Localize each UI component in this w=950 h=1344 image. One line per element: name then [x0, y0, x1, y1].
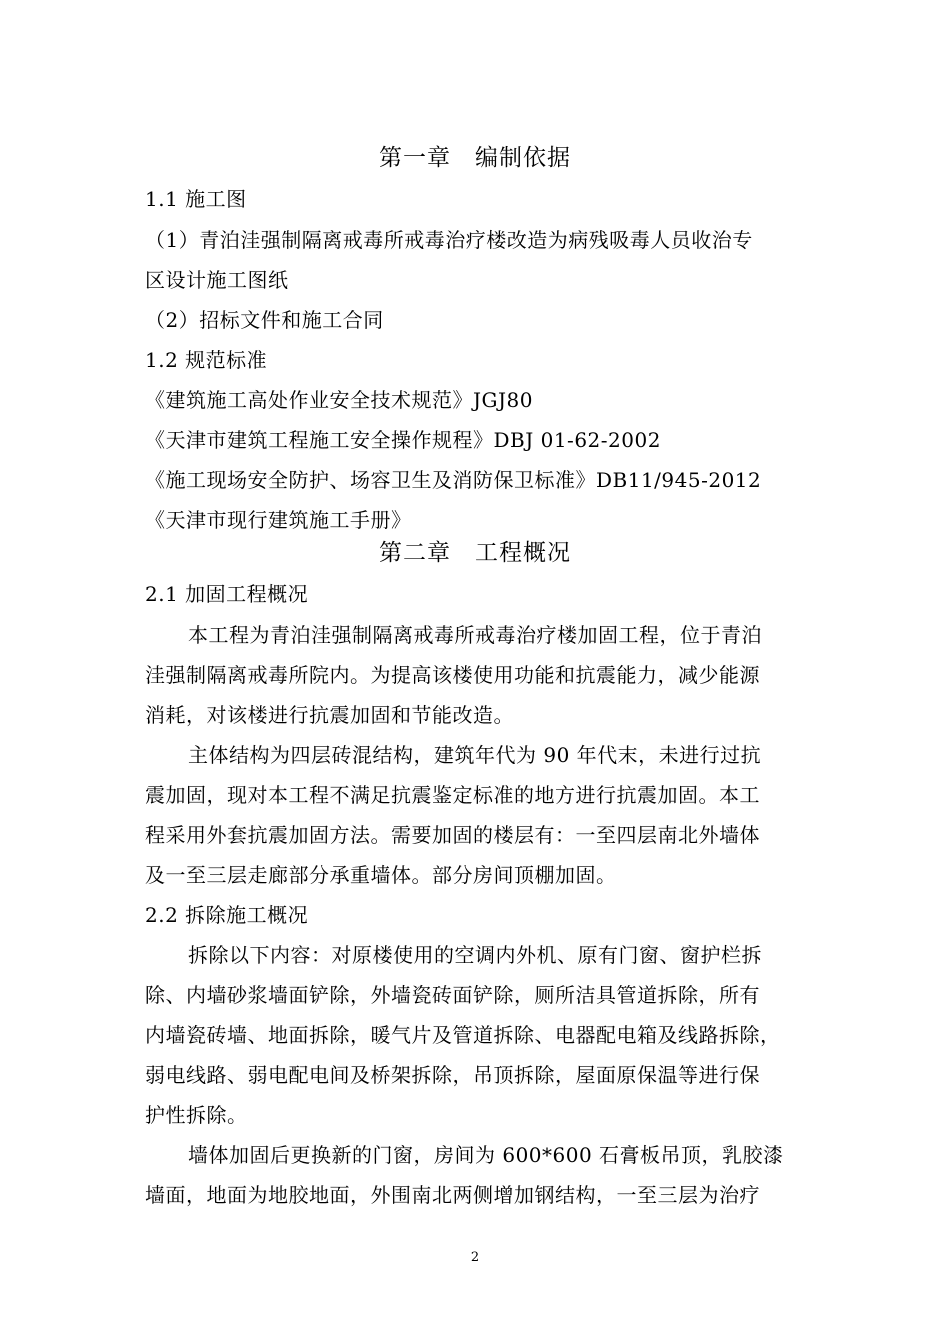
paragraph-line: 本工程为青泊洼强制隔离戒毒所戒毒治疗楼加固工程，位于青泊: [188, 623, 762, 647]
paragraph-line: 除、内墙砂浆墙面铲除，外墙瓷砖面铲除，厕所洁具管道拆除，所有: [145, 983, 760, 1007]
chapter-2-title: 第二章 工程概况: [379, 540, 571, 566]
paragraph-line: 震加固，现对本工程不满足抗震鉴定标准的地方进行抗震加固。本工: [145, 783, 760, 807]
list-item: （2）招标文件和施工合同: [145, 308, 384, 332]
standard-item: 《天津市现行建筑施工手册》: [145, 508, 412, 532]
paragraph-line: 洼强制隔离戒毒所院内。为提高该楼使用功能和抗震能力，减少能源: [145, 663, 760, 687]
paragraph-line: 墙体加固后更换新的门窗，房间为 600*600 石膏板吊顶，乳胶漆: [188, 1143, 784, 1167]
paragraph-line: 内墙瓷砖墙、地面拆除，暖气片及管道拆除、电器配电箱及线路拆除，: [145, 1023, 781, 1047]
standard-item: 《建筑施工高处作业安全技术规范》JGJ80: [145, 388, 533, 412]
section-1-2-heading: 1.2 规范标准: [145, 348, 268, 372]
page-number: 2: [470, 1250, 480, 1265]
section-2-2-heading: 2.2 拆除施工概况: [145, 903, 309, 927]
standard-item: 《天津市建筑工程施工安全操作规程》DBJ 01-62-2002: [145, 428, 661, 452]
section-2-1-heading: 2.1 加固工程概况: [145, 582, 309, 606]
list-item: （1）青泊洼强制隔离戒毒所戒毒治疗楼改造为病残吸毒人员收治专: [145, 228, 753, 252]
paragraph-line: 弱电线路、弱电配电间及桥架拆除，吊顶拆除，屋面原保温等进行保: [145, 1063, 760, 1087]
section-1-1-heading: 1.1 施工图: [145, 187, 247, 211]
paragraph-line: 及一至三层走廊部分承重墙体。部分房间顶棚加固。: [145, 863, 617, 887]
list-item: 区设计施工图纸: [145, 268, 289, 292]
paragraph-line: 主体结构为四层砖混结构，建筑年代为 90 年代末，未进行过抗: [188, 743, 762, 767]
standard-item: 《施工现场安全防护、场容卫生及消防保卫标准》DB11/945-2012: [145, 468, 762, 492]
paragraph-line: 墙面，地面为地胶地面，外围南北两侧增加钢结构，一至三层为治疗: [145, 1183, 760, 1207]
paragraph-line: 程采用外套抗震加固方法。需要加固的楼层有：一至四层南北外墙体: [145, 823, 760, 847]
chapter-1-title: 第一章 编制依据: [379, 145, 571, 171]
paragraph-line: 消耗，对该楼进行抗震加固和节能改造。: [145, 703, 514, 727]
paragraph-line: 护性拆除。: [145, 1103, 248, 1127]
paragraph-line: 拆除以下内容：对原楼使用的空调内外机、原有门窗、窗护栏拆: [188, 943, 762, 967]
